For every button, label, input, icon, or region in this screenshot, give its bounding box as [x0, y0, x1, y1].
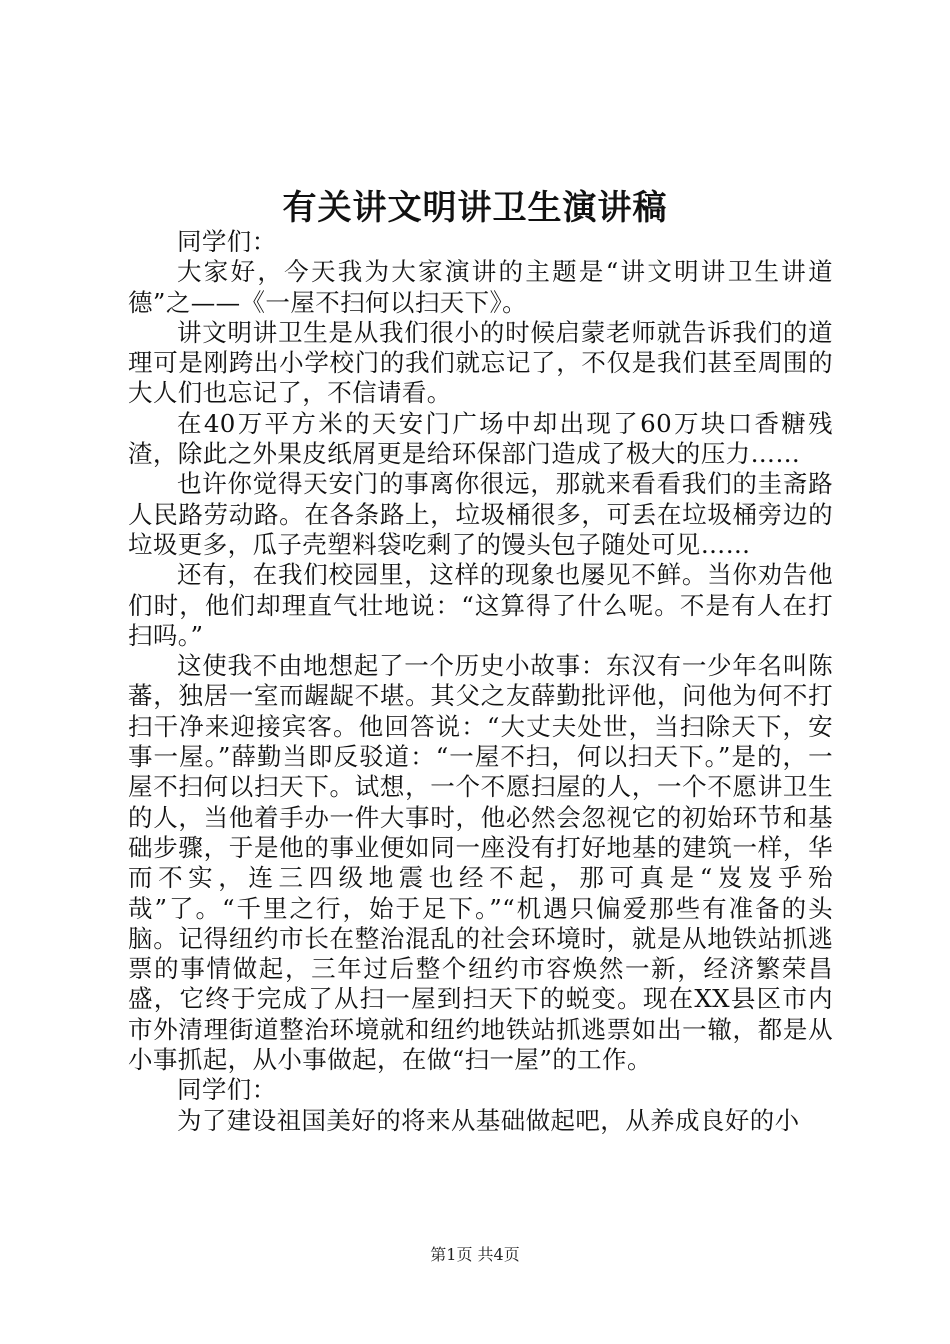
- paragraph-campus: 还有，在我们校园里，这样的现象也屡见不鲜。当你劝告他们时，他们却理直气壮地说：“这算得了什么呢。不是有人在打扫吗。”: [128, 560, 833, 650]
- paragraph-greeting-2: 同学们：: [177, 1075, 277, 1105]
- document-title: 有关讲文明讲卫生演讲稿: [282, 188, 668, 228]
- paragraph-tiananmen: 在40万平方米的天安门广场中却出现了60万块口香糖残渣，除此之外果皮纸屑更是给环保部门造成了极大的压力……: [128, 408, 833, 469]
- paragraph-greeting: 同学们：: [177, 227, 277, 256]
- paragraph-closing: 为了建设祖国美好的将来从基础做起吧，从养成良好的小: [177, 1105, 800, 1135]
- page-number-footer: 第1页 共4页: [430, 1245, 520, 1264]
- paragraph-childhood-lesson: 讲文明讲卫生是从我们很小的时候启蒙老师就告诉我们的道理可是刚跨出小学校门的我们就忘记了，不仅是我们甚至周围的大人们也忘记了，不信请看。: [128, 317, 833, 408]
- document-body: [128, 227, 833, 1136]
- paragraph-story: 这使我不由地想起了一个历史小故事：东汉有一少年名叫陈蕃，独居一室而龌龊不堪。其父之友薛勤批评他，问他为何不打扫干净来迎接宾客。他回答说：“大丈夫处世，当扫除天下，安事一屋。”薛勤当即反驳道：“一屋不扫，何以扫天下。”是的，一屋不扫何以扫天下。试想，一个不愿扫屋的人，一个不愿讲卫生的人，当他着手办一件大事时，他必然会忽视它的初始环节和基础步骤，于是他的事业便如同一座没有打好地基的建筑一样，华而不实，连三四级地震也经不起，那可真是“岌岌乎殆哉”了。“千里之行，始于足下。”“机遇只偏爱那些有准备的头脑。记得纽约市长在整治混乱的社会环境时，就是从地铁站抓逃票的事情做起，三年过后整个纽约市容焕然一新，经济繁荣昌盛，它终于完成了从扫一屋到扫天下的蜕变。现在XX县区市内市外清理街道整治环境就和纽约地铁站抓逃票如出一辙，都是从小事抓起，从小事做起，在做“扫一屋”的工作。: [128, 651, 833, 1075]
- paragraph-local-roads: 也许你觉得天安门的事离你很远，那就来看看我们的圭斋路人民路劳动路。在各条路上，垃圾桶很多，可丢在垃圾桶旁边的垃圾更多，瓜子壳塑料袋吃剩了的馒头包子随处可见……: [128, 469, 833, 559]
- paragraph-intro: 大家好，今天我为大家演讲的主题是“讲文明讲卫生讲道德”之——《一屋不扫何以扫天下》。: [128, 257, 833, 317]
